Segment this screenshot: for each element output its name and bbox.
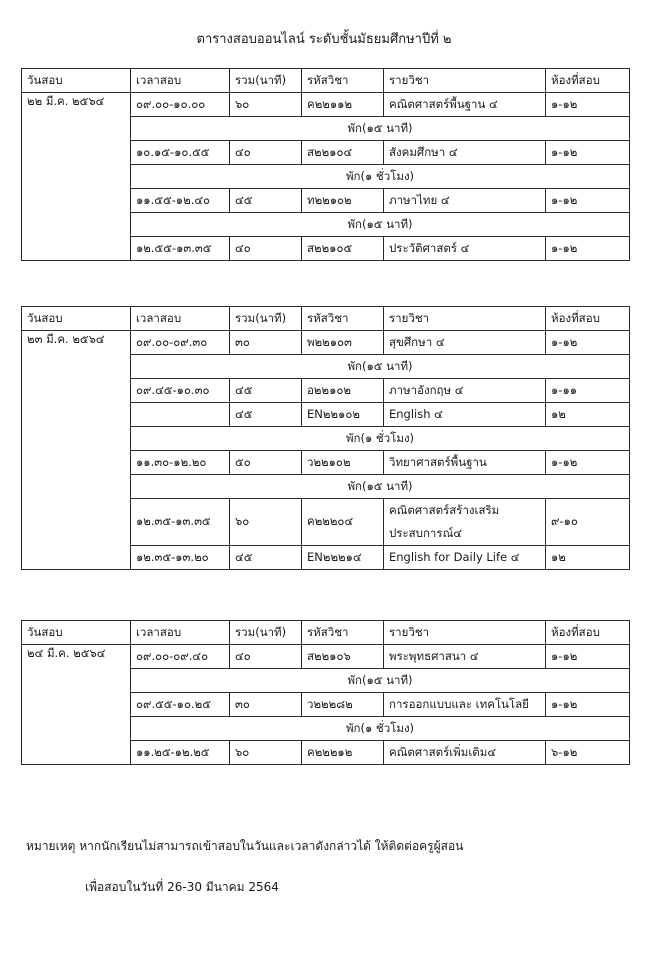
subject-cell: ภาษาไทย ๔ (384, 189, 546, 213)
header-time: เวลาสอบ (131, 69, 230, 93)
header-minutes: รวม(นาที) (230, 621, 302, 645)
header-rooms: ห้องที่สอบ (546, 69, 630, 93)
subject-cell: English for Daily Life ๔ (384, 546, 546, 570)
time-cell: ๑๒.๓๕-๑๓.๓๕ (131, 499, 230, 546)
table-row (22, 645, 630, 669)
date-cell (22, 741, 131, 765)
subject-cell: วิทยาศาสตร์พื้นฐาน (384, 451, 546, 475)
subject-cell: สุขศึกษา ๔ (384, 331, 546, 355)
date-cell (22, 237, 131, 261)
page-title: ตารางสอบออนไลน์ ระดับชั้นมัธยมศึกษาปีที่ ๒ (196, 32, 452, 47)
date-cell (22, 499, 131, 546)
rooms-cell: ๑-๑๒ (546, 645, 630, 669)
table-row (22, 499, 630, 546)
code-cell: ค๒๒๑๑๒ (302, 93, 384, 117)
header-date: วันสอบ (22, 69, 131, 93)
date-cell (22, 693, 131, 717)
header-subject: รายวิชา (384, 69, 546, 93)
exam-table-day-1 (21, 68, 630, 261)
table-row (22, 379, 630, 403)
rooms-cell: ๑-๑๒ (546, 693, 630, 717)
code-cell: ค๒๒๒๑๒ (302, 741, 384, 765)
table-row (22, 693, 630, 717)
rooms-cell: ๑๒ (546, 546, 630, 570)
table-row (22, 331, 630, 355)
code-cell: ค๒๒๒๐๔ (302, 499, 384, 546)
rooms-cell: ๑-๑๑ (546, 379, 630, 403)
subject-cell: ภาษาอังกฤษ ๔ (384, 379, 546, 403)
minutes-cell: ๔๕ (230, 546, 302, 570)
rooms-cell: ๑-๑๒ (546, 451, 630, 475)
date-cell (22, 546, 131, 570)
code-cell: ว๒๒๒๘๒ (302, 693, 384, 717)
header-rooms: ห้องที่สอบ (546, 307, 630, 331)
time-cell: ๑๒.๕๕-๑๓.๓๕ (131, 237, 230, 261)
date-cell (22, 427, 131, 451)
header-row (22, 69, 630, 93)
code-cell: ท๒๒๑๐๒ (302, 189, 384, 213)
date-cell (22, 451, 131, 475)
header-minutes: รวม(นาที) (230, 69, 302, 93)
date-cell (22, 141, 131, 165)
table-row (22, 189, 630, 213)
code-cell: ว๒๒๑๐๒ (302, 451, 384, 475)
code-cell: ส๒๒๑๐๕ (302, 237, 384, 261)
minutes-cell: ๔๕ (230, 379, 302, 403)
break-cell: พัก(๑๕ นาที) (131, 117, 630, 141)
date-cell (22, 403, 131, 427)
rooms-cell: ๑-๑๒ (546, 93, 630, 117)
rooms-cell: ๖-๑๒ (546, 741, 630, 765)
minutes-cell: ๕๐ (230, 451, 302, 475)
date-cell: ๒๒ มี.ค. ๒๕๖๔ (22, 93, 131, 117)
exam-table-day-2 (21, 306, 630, 570)
minutes-cell: ๔๕ (230, 403, 302, 427)
break-cell: พัก(๑ ชั่วโมง) (131, 427, 630, 451)
table-row (22, 93, 630, 117)
subject-cell: คณิตศาสตร์เพิ่มเติม๔ (384, 741, 546, 765)
header-code: รหัสวิชา (302, 621, 384, 645)
break-cell: พัก(๑๕ นาที) (131, 475, 630, 499)
break-row (22, 355, 630, 379)
break-cell: พัก(๑๕ นาที) (131, 213, 630, 237)
header-subject: รายวิชา (384, 307, 546, 331)
break-cell: พัก(๑ ชั่วโมง) (131, 717, 630, 741)
exam-table-day-3 (21, 620, 630, 765)
note-line-2: เพื่อสอบในวันที่ 26-30 มีนาคม 2564 (85, 880, 279, 894)
header-row (22, 307, 630, 331)
subject-cell: การออกแบบและ เทคโนโลยี (384, 693, 546, 717)
header-code: รหัสวิชา (302, 307, 384, 331)
time-cell (131, 403, 230, 427)
header-minutes: รวม(นาที) (230, 307, 302, 331)
break-cell: พัก(๑๕ นาที) (131, 669, 630, 693)
subject-cell: ประวัติศาสตร์ ๔ (384, 237, 546, 261)
header-row (22, 621, 630, 645)
subject-cell: สังคมศึกษา ๔ (384, 141, 546, 165)
table-row (22, 741, 630, 765)
time-cell: ๐๙.๔๕-๑๐.๓๐ (131, 379, 230, 403)
header-time: เวลาสอบ (131, 621, 230, 645)
minutes-cell: ๓๐ (230, 693, 302, 717)
time-cell: ๑๑.๓๐-๑๒.๒๐ (131, 451, 230, 475)
rooms-cell: ๙-๑๐ (546, 499, 630, 546)
header-subject: รายวิชา (384, 621, 546, 645)
minutes-cell: ๖๐ (230, 93, 302, 117)
time-cell: ๑๑.๕๕-๑๒.๔๐ (131, 189, 230, 213)
date-cell (22, 189, 131, 213)
header-rooms: ห้องที่สอบ (546, 621, 630, 645)
code-cell: ส๒๒๑๐๔ (302, 141, 384, 165)
minutes-cell: ๔๐ (230, 645, 302, 669)
code-cell: EN๒๒๒๑๔ (302, 546, 384, 570)
time-cell: ๐๙.๐๐-๑๐.๐๐ (131, 93, 230, 117)
rooms-cell: ๑-๑๒ (546, 189, 630, 213)
subject-cell: English ๔ (384, 403, 546, 427)
break-row (22, 427, 630, 451)
break-row (22, 669, 630, 693)
header-time: เวลาสอบ (131, 307, 230, 331)
subject-cell: คณิตศาสตร์พื้นฐาน ๔ (384, 93, 546, 117)
note-line-1: หมายเหตุ หากนักเรียนไม่สามารถเข้าสอบในวันและเวลาดังกล่าวได้ ให้ติดต่อครูผู้สอน (26, 839, 464, 853)
rooms-cell: ๑-๑๒ (546, 237, 630, 261)
time-cell: ๐๙.๐๐-๐๙.๔๐ (131, 645, 230, 669)
break-row (22, 117, 630, 141)
table-row (22, 141, 630, 165)
minutes-cell: ๖๐ (230, 741, 302, 765)
date-cell (22, 355, 131, 379)
date-cell: ๒๔ มี.ค. ๒๕๖๔ (22, 645, 131, 669)
header-date: วันสอบ (22, 307, 131, 331)
subject-cell: พระพุทธศาสนา ๔ (384, 645, 546, 669)
date-cell (22, 213, 131, 237)
table-row (22, 546, 630, 570)
rooms-cell: ๑๒ (546, 403, 630, 427)
minutes-cell: ๓๐ (230, 331, 302, 355)
subject-cell: คณิตศาสตร์สร้างเสริม ประสบการณ์๔ (384, 499, 546, 546)
time-cell: ๑๑.๒๕-๑๒.๒๕ (131, 741, 230, 765)
break-row (22, 213, 630, 237)
minutes-cell: ๖๐ (230, 499, 302, 546)
header-date: วันสอบ (22, 621, 131, 645)
minutes-cell: ๔๐ (230, 237, 302, 261)
rooms-cell: ๑-๑๒ (546, 331, 630, 355)
rooms-cell: ๑-๑๒ (546, 141, 630, 165)
date-cell: ๒๓ มี.ค. ๒๕๖๔ (22, 331, 131, 355)
code-cell: อ๒๒๑๐๒ (302, 379, 384, 403)
date-cell (22, 669, 131, 693)
header-code: รหัสวิชา (302, 69, 384, 93)
time-cell: ๑๒.๓๕-๑๓.๒๐ (131, 546, 230, 570)
table-row (22, 403, 630, 427)
time-cell: ๐๙.๕๕-๑๐.๒๕ (131, 693, 230, 717)
date-cell (22, 379, 131, 403)
break-row (22, 475, 630, 499)
minutes-cell: ๔๐ (230, 141, 302, 165)
date-cell (22, 117, 131, 141)
break-cell: พัก(๑๕ นาที) (131, 355, 630, 379)
date-cell (22, 475, 131, 499)
break-row (22, 717, 630, 741)
table-row (22, 451, 630, 475)
code-cell: EN๒๒๑๐๒ (302, 403, 384, 427)
code-cell: ส๒๒๑๐๖ (302, 645, 384, 669)
table-row (22, 237, 630, 261)
date-cell (22, 165, 131, 189)
code-cell: พ๒๒๑๐๓ (302, 331, 384, 355)
time-cell: ๑๐.๑๕-๑๐.๕๕ (131, 141, 230, 165)
time-cell: ๐๙.๐๐-๐๙.๓๐ (131, 331, 230, 355)
date-cell (22, 717, 131, 741)
minutes-cell: ๔๕ (230, 189, 302, 213)
break-row (22, 165, 630, 189)
break-cell: พัก(๑ ชั่วโมง) (131, 165, 630, 189)
